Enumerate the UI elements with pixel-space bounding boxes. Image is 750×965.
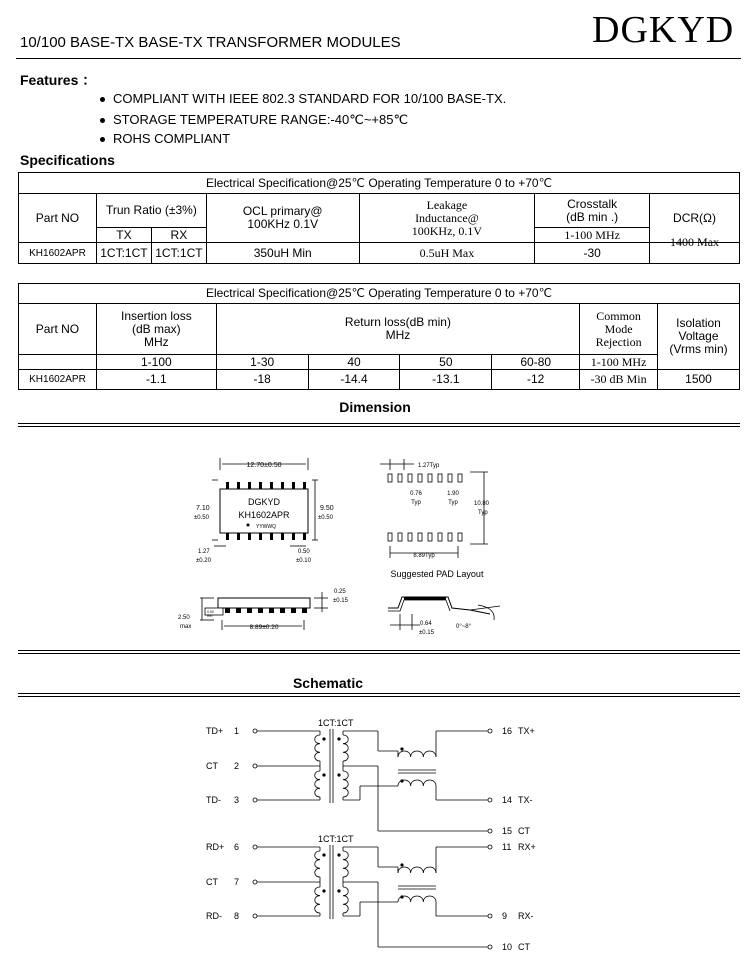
table1-crosstalk-range: 1-100 MHz xyxy=(535,228,650,243)
transformer-winding xyxy=(343,735,348,761)
dim-lead-width: 0.50 xyxy=(298,549,310,555)
table1-leakage-value: 0.5uH Max xyxy=(359,243,535,264)
transformer-winding xyxy=(315,771,320,797)
polarity-dot-icon xyxy=(337,773,340,776)
pad-row-length: 8.89Typ xyxy=(413,553,435,559)
table1-leakage-header: Leakage Inductance@ 100KHz, 0.1V xyxy=(359,194,535,243)
choke-winding xyxy=(398,751,436,757)
pad-pitch: 1.27Typ xyxy=(418,463,440,469)
terminal-icon xyxy=(253,764,257,768)
table1-crosstalk-value: -30 xyxy=(535,243,650,264)
turns-ratio-label: 1CT:1CT xyxy=(318,718,354,728)
pin-name: CT xyxy=(206,877,218,887)
pin-number: 14 xyxy=(502,795,513,805)
table2-return-value: -14.4 xyxy=(308,370,400,390)
transformer-winding xyxy=(315,887,320,913)
polarity-dot-icon xyxy=(337,853,340,856)
table1-dcr-value: 1400 Max xyxy=(650,232,740,253)
table2-return-range: 40 xyxy=(308,355,400,370)
terminal-icon xyxy=(253,880,257,884)
terminal-icon xyxy=(253,798,257,802)
table2-return-value: -13.1 xyxy=(400,370,492,390)
pin-name: RD- xyxy=(206,911,222,921)
transformer-winding xyxy=(343,851,348,877)
table2-return-value: -18 xyxy=(216,370,308,390)
polarity-dot-icon xyxy=(322,853,325,856)
svg-text:±0.10: ±0.10 xyxy=(296,558,311,564)
pin-number: 1 xyxy=(234,726,240,736)
terminal-icon xyxy=(253,845,257,849)
schematic-heading: Schematic xyxy=(292,675,364,691)
transformer-winding xyxy=(315,735,320,761)
pin-name: TX+ xyxy=(518,726,535,736)
table2-isolation-header: Isolation Voltage (Vrms min) xyxy=(658,304,740,370)
svg-text:±0.15: ±0.15 xyxy=(333,598,348,604)
terminal-icon xyxy=(488,798,492,802)
feature-text: ROHS COMPLIANT xyxy=(113,131,231,146)
terminal-icon xyxy=(253,729,257,733)
lower-transformer-circuit xyxy=(206,834,536,952)
polarity-dot-icon xyxy=(322,737,325,740)
svg-text:±0.20: ±0.20 xyxy=(196,558,211,564)
polarity-dot-icon xyxy=(337,889,340,892)
transformer-winding xyxy=(343,771,348,797)
polarity-dot-icon xyxy=(337,737,340,740)
table1-rx-value: 1CT:1CT xyxy=(151,243,206,264)
table2-insertion-value: -1.1 xyxy=(96,370,216,390)
svg-text:max: max xyxy=(180,624,192,630)
table1-ocl-value: 350uH Min xyxy=(206,243,359,264)
pin-number: 10 xyxy=(502,942,513,952)
table1-ocl-header: OCL primary@ 100KHz 0.1V xyxy=(206,194,359,243)
document-title: 10/100 BASE-TX BASE-TX TRANSFORMER MODULES xyxy=(20,34,401,51)
choke-winding xyxy=(398,896,436,902)
pin-name: TD- xyxy=(206,795,221,805)
terminal-icon xyxy=(253,914,257,918)
svg-text:Typ: Typ xyxy=(411,500,421,506)
pin-number: 7 xyxy=(234,877,240,887)
pin-number: 16 xyxy=(502,726,513,736)
terminal-icon xyxy=(488,945,492,949)
feature-text: COMPLIANT WITH IEEE 802.3 STANDARD FOR 10/100 BASE-TX. xyxy=(113,91,507,106)
table2-insertion-header: Insertion loss (dB max) MHz xyxy=(96,304,216,355)
choke-winding xyxy=(398,867,436,873)
dim-lead-thickness: 0.25 xyxy=(334,589,346,595)
transformer-winding xyxy=(315,851,320,877)
svg-text:±0.50: ±0.50 xyxy=(194,515,209,521)
pin-name: RD+ xyxy=(206,842,225,852)
pad-length: 1.90 xyxy=(447,491,459,497)
pin-number: 2 xyxy=(234,761,240,771)
lead-angle: 0°~8° xyxy=(456,624,471,630)
table2-cmr-header: Common Mode Rejection xyxy=(580,304,658,355)
svg-text:±0.15: ±0.15 xyxy=(419,630,434,636)
pin-name: RX+ xyxy=(518,842,536,852)
table1-turn-ratio-header: Trun Ratio (±3%) xyxy=(96,194,206,228)
table1-caption: Electrical Specification@25℃ Operating Temperature 0 to +70℃ xyxy=(19,173,740,194)
marking-date: YYWWQ xyxy=(256,524,276,530)
pin-name: TD+ xyxy=(206,726,224,736)
pin-number: 8 xyxy=(234,911,240,921)
table2-caption: Electrical Specification@25℃ Operating Temperature 0 to +70℃ xyxy=(19,284,740,304)
polarity-dot-icon xyxy=(400,863,403,866)
table2-part-no: KH1602APR xyxy=(19,370,97,390)
terminal-icon xyxy=(488,845,492,849)
pin-number: 15 xyxy=(502,826,513,836)
polarity-dot-icon xyxy=(400,895,403,898)
dim-height-max: 2.50 xyxy=(178,615,190,621)
feature-text: STORAGE TEMPERATURE RANGE:-40℃~+85℃ xyxy=(113,112,409,127)
polarity-dot-icon xyxy=(400,779,403,782)
pin-number: 6 xyxy=(234,842,240,852)
table1-tx-header: TX xyxy=(96,228,151,243)
pin-name: CT xyxy=(206,761,218,771)
dim-body-height: 7.10 xyxy=(196,505,210,512)
svg-text:±0.50: ±0.50 xyxy=(318,515,333,521)
pad-span: 10.80 xyxy=(474,501,490,507)
polarity-dot-icon xyxy=(322,773,325,776)
table1-crosstalk-header: Crosstalk (dB min .) xyxy=(535,194,650,228)
side-chip-text: 0.90 xyxy=(207,610,214,614)
table2-cmr-range: 1-100 MHz xyxy=(580,355,658,370)
features-heading: Features ： xyxy=(20,72,97,88)
transformer-winding xyxy=(343,887,348,913)
pin-name: CT xyxy=(518,942,530,952)
svg-text:Ref: Ref xyxy=(207,614,213,618)
dimension-heading: Dimension xyxy=(339,399,411,415)
marking-brand: DGKYD xyxy=(247,497,281,507)
dim-pin-pitch: 1.27 xyxy=(198,549,210,555)
svg-text:Typ: Typ xyxy=(478,510,488,516)
table2-cmr-value: -30 dB Min xyxy=(580,370,658,390)
turns-ratio-label: 1CT:1CT xyxy=(318,834,354,844)
dim-lead-span: 9.50 xyxy=(320,505,334,512)
table2-return-value: -12 xyxy=(492,370,580,390)
svg-text:Typ: Typ xyxy=(448,500,458,506)
table1-part-no: KH1602APR xyxy=(19,243,97,264)
terminal-icon xyxy=(488,729,492,733)
pin-number: 11 xyxy=(502,842,512,852)
marking-part: KH1602APR xyxy=(238,510,290,520)
pin-number: 3 xyxy=(234,795,240,805)
table2-return-range: 60-80 xyxy=(492,355,580,370)
specifications-heading: Specifications xyxy=(20,152,115,168)
lead-foot-length: 0.64 xyxy=(420,621,432,627)
pad-layout-caption: Suggested PAD Layout xyxy=(390,569,484,579)
pin-name: TX- xyxy=(518,795,533,805)
pin-number: 9 xyxy=(502,911,508,921)
dim-body-width: 12.70±0.50 xyxy=(246,462,282,469)
pin-name: CT xyxy=(518,826,530,836)
table2-return-range: 50 xyxy=(400,355,492,370)
choke-winding xyxy=(398,780,436,786)
dim-lead-row-length: 8.89±0.20 xyxy=(249,624,279,631)
table2-insertion-range: 1-100 xyxy=(96,355,216,370)
polarity-dot-icon xyxy=(400,747,403,750)
brand-logo: DGKYD xyxy=(592,9,735,51)
table2-isolation-value: 1500 xyxy=(658,370,740,390)
table2-return-header: Return loss(dB min) MHz xyxy=(216,304,579,355)
polarity-dot-icon xyxy=(322,889,325,892)
table1-dcr-header: DCR(Ω) xyxy=(650,194,740,243)
pin-name: RX- xyxy=(518,911,534,921)
pad-width: 0.76 xyxy=(410,491,422,497)
table1-part-no-header: Part NO xyxy=(19,194,97,243)
table2-return-range: 1-30 xyxy=(216,355,308,370)
upper-transformer-circuit xyxy=(206,718,535,836)
table1-tx-value: 1CT:1CT xyxy=(96,243,151,264)
terminal-icon xyxy=(488,829,492,833)
terminal-icon xyxy=(488,914,492,918)
table1-rx-header: RX xyxy=(151,228,206,243)
table2-part-no-header: Part NO xyxy=(19,304,97,355)
